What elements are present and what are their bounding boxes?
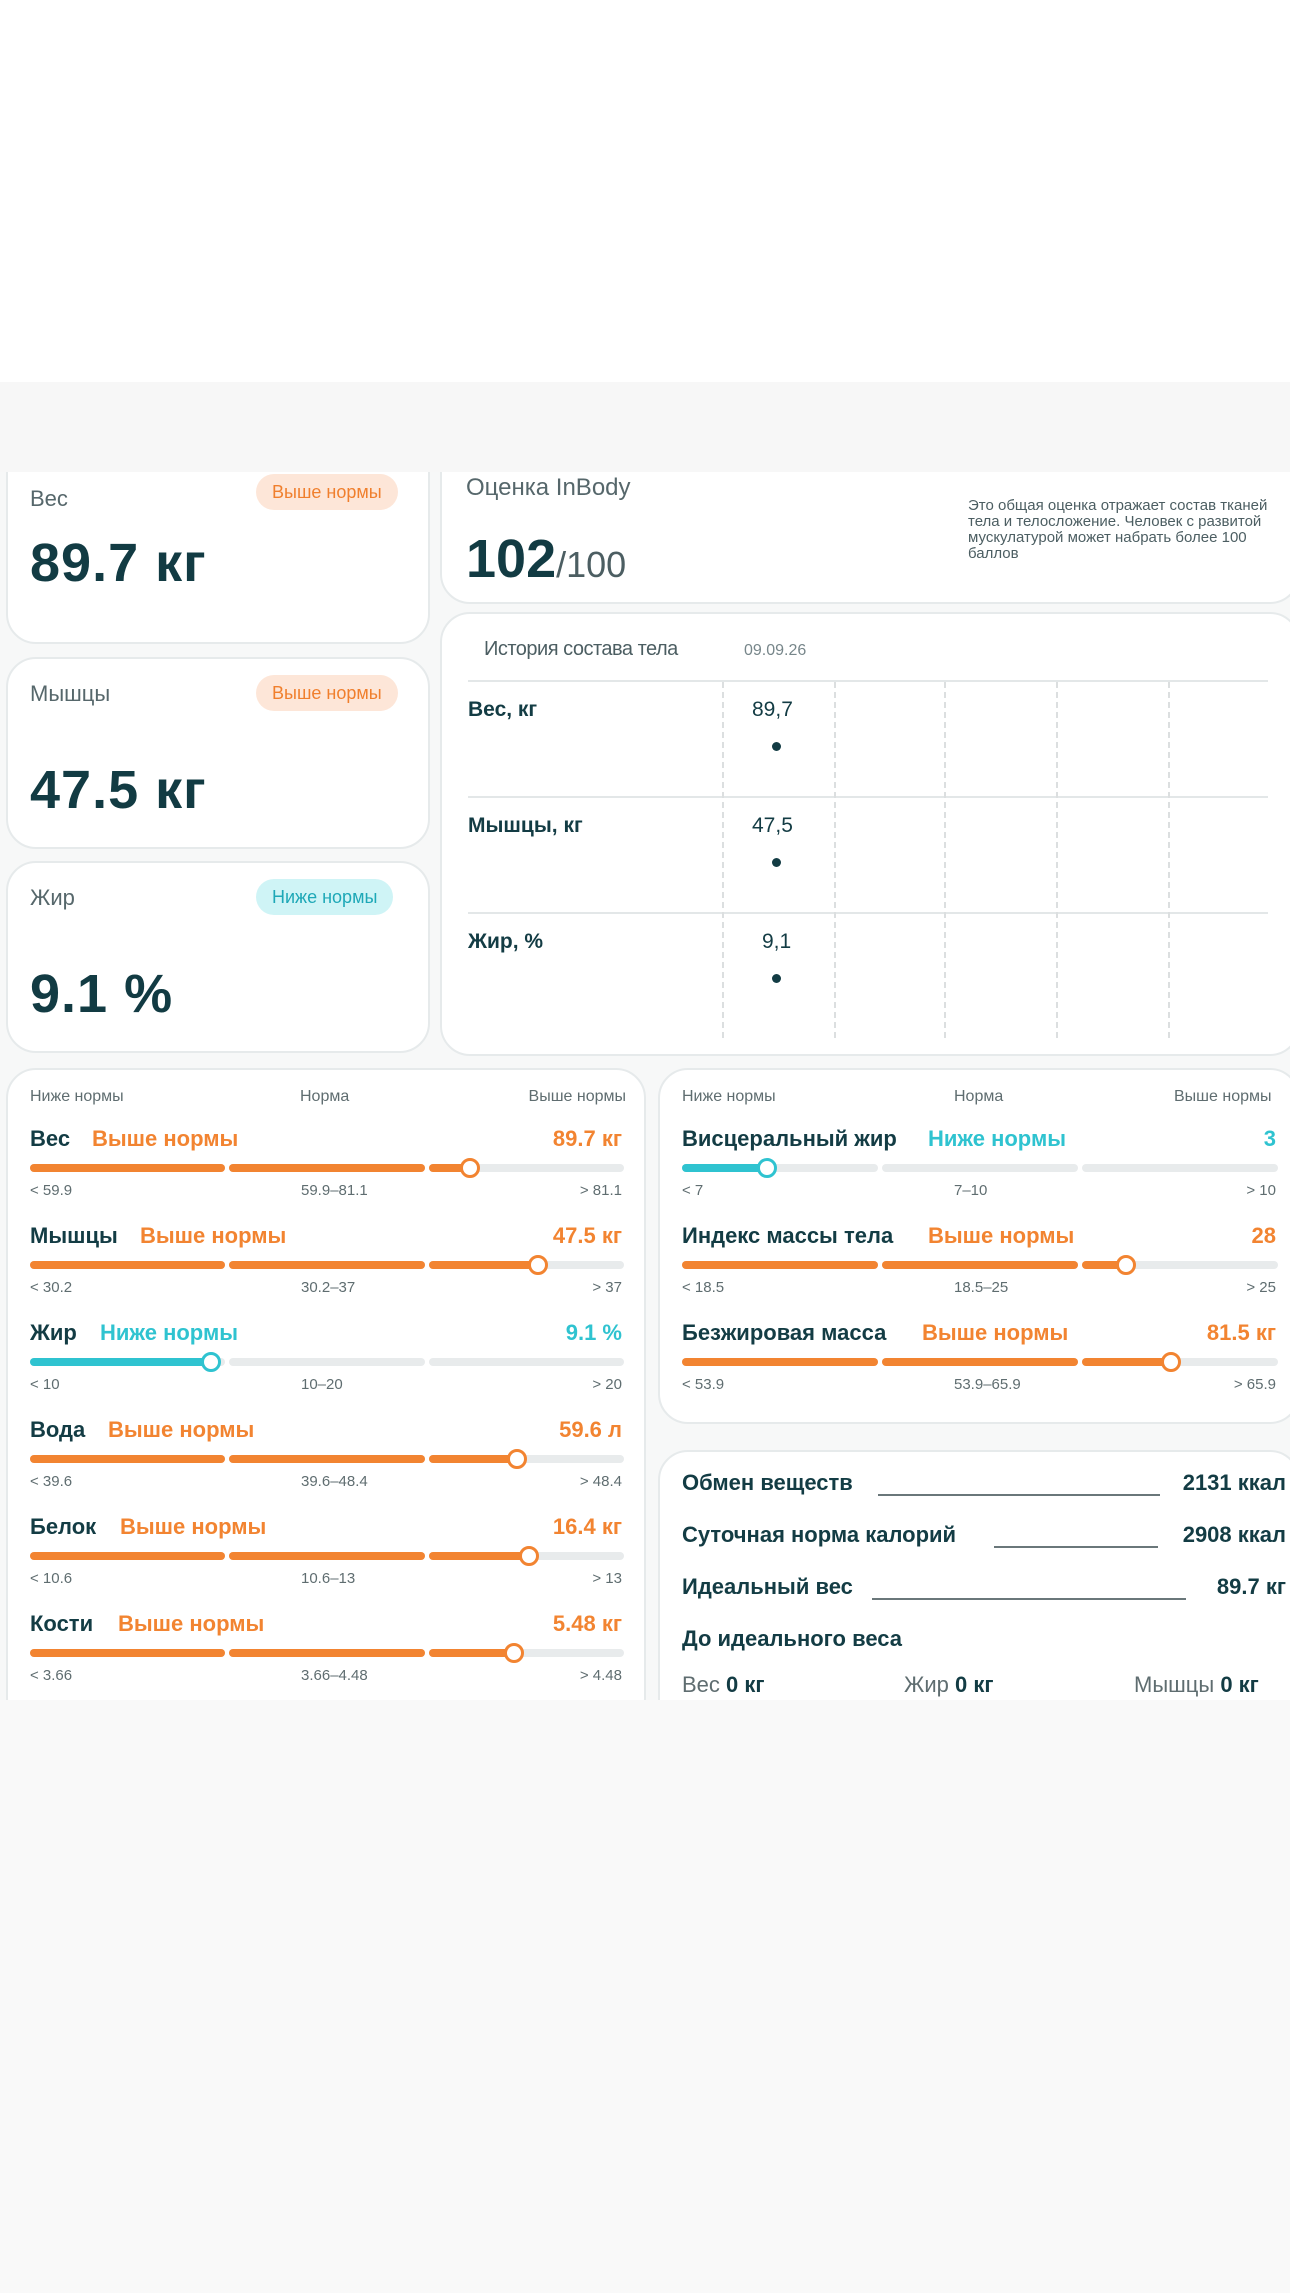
history-column-line [944,682,946,1038]
muscle-card [6,657,430,849]
to-ideal-muscle [1134,1672,1259,1698]
range-bar-fill [229,1261,424,1269]
range-tick-normal: 10.6–13 [301,1570,356,1587]
fat-value: 9.1 % [30,964,174,1024]
ideal-weight-label: Идеальный вес [682,1574,853,1599]
to-ideal-weight [682,1672,765,1698]
range-row-name: Мышцы [30,1223,118,1248]
range-slider-knob[interactable] [504,1643,524,1663]
range-row-status: Выше нормы [140,1223,287,1248]
range-row-value: 9.1 % [565,1320,622,1345]
range-slider-knob[interactable] [519,1546,539,1566]
range-tick-normal: 30.2–37 [301,1279,356,1296]
range-header-high: Выше нормы [1174,1088,1272,1105]
range-row-value: 81.5 кг [1206,1320,1276,1345]
range-bar-fill [229,1649,424,1657]
range-tick-high: > 13 [592,1570,622,1587]
score-max: /100 [556,544,627,585]
bottom-blank-area [0,1700,1290,2293]
to-ideal-weight-value: 0 кг [726,1672,765,1697]
to-ideal-title: До идеального веса [682,1626,903,1651]
weight-label: Вес [30,486,68,511]
inbody-score-card [440,472,1290,604]
range-row-status: Выше нормы [922,1320,1069,1345]
range-row-status: Ниже нормы [928,1126,1067,1151]
range-bar-fill [1082,1358,1171,1366]
range-tick-low: < 10 [30,1376,60,1393]
range-row-status: Выше нормы [92,1126,239,1151]
history-row-label: Вес, кг [468,698,538,721]
weight-card [6,472,430,644]
range-tick-normal: 3.66–4.48 [301,1667,368,1684]
ideal-weight-leader-line [872,1598,1186,1600]
range-tick-high: > 37 [592,1279,622,1296]
history-row-value: 89,7 [752,698,793,721]
range-tick-high: > 25 [1246,1279,1276,1296]
range-bar-fill [429,1552,529,1560]
to-ideal-fat-label: Жир [904,1672,949,1697]
weight-value: 89.7 кг [30,533,207,593]
history-row-label: Жир, % [468,930,544,953]
range-tick-normal: 10–20 [301,1376,343,1393]
to-ideal-fat [904,1672,994,1698]
score-value [466,528,626,590]
history-title: История состава тела [484,638,678,660]
history-divider [468,796,1268,798]
history-column-line [1056,682,1058,1038]
range-slider-knob[interactable] [507,1449,527,1469]
history-column-line [722,682,724,1038]
range-tick-low: < 53.9 [682,1376,725,1393]
range-header-low: Ниже нормы [30,1088,124,1105]
range-tick-low: < 59.9 [30,1182,73,1199]
inbody-screenshot [0,472,1290,1700]
range-tick-high: > 10 [1246,1182,1276,1199]
history-date: 09.09.26 [744,642,807,659]
body-index-ranges-card [658,1068,1290,1424]
range-row-value: 59.6 л [559,1417,622,1442]
range-tick-high: > 65.9 [1233,1376,1276,1393]
range-bar-fill [882,1261,1078,1269]
metabolism-leader-line [878,1494,1160,1496]
body-composition-ranges-card [6,1068,646,1700]
range-bar-fill [30,1261,225,1269]
score-number: 102 [466,529,557,589]
muscle-value: 47.5 кг [30,760,207,820]
top-blank-area [0,0,1290,382]
history-row-label: Мышцы, кг [468,814,583,837]
fat-card [6,861,430,1053]
range-tick-high: > 4.48 [579,1667,622,1684]
range-tick-low: < 10.6 [30,1570,73,1587]
range-tick-low: < 30.2 [30,1279,73,1296]
history-point[interactable] [772,974,781,983]
range-row-value: 16.4 кг [552,1514,622,1539]
range-slider-knob[interactable] [528,1255,548,1275]
to-ideal-muscle-value: 0 кг [1220,1672,1259,1697]
range-row-name: Висцеральный жир [682,1126,897,1151]
range-tick-high: > 48.4 [579,1473,622,1490]
range-row-status: Выше нормы [120,1514,267,1539]
range-bar-fill [229,1455,424,1463]
metabolism-value: 2131 ккал [1182,1470,1286,1495]
range-bar-fill [30,1552,225,1560]
history-column-line [1168,682,1170,1038]
range-header-high: Выше нормы [528,1088,626,1105]
range-slider-knob[interactable] [460,1158,480,1178]
range-bar-segment [1082,1164,1278,1172]
history-point[interactable] [772,858,781,867]
range-row-value: 5.48 кг [552,1611,622,1636]
top-gray-strip [0,382,1290,472]
range-tick-normal: 7–10 [954,1182,988,1199]
range-row-name: Вода [30,1417,86,1442]
daily-calories-leader-line [994,1546,1158,1548]
range-bar-segment [429,1358,624,1366]
range-row-name: Индекс массы тела [682,1223,894,1248]
range-bar-fill [30,1358,211,1366]
range-row-value: 3 [1263,1126,1276,1151]
range-slider-knob[interactable] [757,1158,777,1178]
range-row-name: Кости [30,1611,94,1636]
range-bar-fill [229,1164,424,1172]
range-slider-knob[interactable] [1116,1255,1136,1275]
range-bar-fill [30,1455,225,1463]
range-slider-knob[interactable] [1161,1352,1181,1372]
range-bar-fill [682,1261,878,1269]
history-row-value: 47,5 [752,814,793,837]
range-header-low: Ниже нормы [682,1088,776,1105]
range-tick-normal: 39.6–48.4 [301,1473,368,1490]
range-header-normal: Норма [954,1088,1004,1105]
range-row-name: Жир [30,1320,77,1345]
range-tick-low: < 3.66 [30,1667,73,1684]
range-row-name: Безжировая масса [682,1320,887,1345]
range-row-status: Выше нормы [118,1611,265,1636]
range-row-status: Выше нормы [108,1417,255,1442]
fat-status-badge: Ниже нормы [256,879,393,915]
range-tick-high: > 81.1 [579,1182,622,1199]
history-card [440,612,1290,1056]
range-row-status: Выше нормы [928,1223,1075,1248]
range-row-name: Белок [30,1514,97,1539]
range-tick-high: > 20 [592,1376,622,1393]
range-row-value: 28 [1251,1223,1276,1248]
range-row-value: 89.7 кг [552,1126,622,1151]
range-tick-normal: 59.9–81.1 [301,1182,368,1199]
range-header-normal: Норма [300,1088,350,1105]
history-column-line [834,682,836,1038]
range-bar-fill [429,1261,538,1269]
range-bar-fill [429,1455,517,1463]
range-tick-low: < 18.5 [682,1279,725,1296]
fat-label: Жир [30,885,75,910]
ideal-weight-value: 89.7 кг [1216,1574,1286,1599]
history-divider [468,680,1268,682]
range-row-status: Ниже нормы [100,1320,239,1345]
range-bar-fill [682,1358,878,1366]
range-tick-normal: 18.5–25 [954,1279,1009,1296]
history-point[interactable] [772,742,781,751]
range-bar-segment [229,1358,424,1366]
muscle-status-badge: Выше нормы [256,675,398,711]
to-ideal-muscle-label: Мышцы [1134,1672,1215,1697]
muscle-label: Мышцы [30,681,111,706]
metabolism-card [658,1450,1290,1700]
range-bar-segment [882,1164,1078,1172]
daily-calories-value: 2908 ккал [1182,1522,1286,1547]
range-bar-fill [682,1164,767,1172]
range-bar-fill [882,1358,1078,1366]
to-ideal-weight-label: Вес [682,1672,720,1697]
range-bar-fill [30,1649,225,1657]
history-divider [468,912,1268,914]
history-row-value: 9,1 [762,930,792,953]
range-row-value: 47.5 кг [552,1223,622,1248]
range-tick-low: < 39.6 [30,1473,73,1490]
score-description: Это общая оценка отражает состав тканей тела и телосложение. Человек с развитой мускулатурой может набрать более 100 баллов [968,497,1268,562]
range-bar-fill [30,1164,225,1172]
range-bar-fill [429,1649,514,1657]
range-slider-knob[interactable] [201,1352,221,1372]
range-row-name: Вес [30,1126,71,1151]
metabolism-label: Обмен веществ [682,1470,853,1495]
to-ideal-fat-value: 0 кг [954,1672,994,1697]
daily-calories-label: Суточная норма калорий [682,1522,957,1547]
range-bar-fill [229,1552,424,1560]
range-tick-low: < 7 [682,1182,704,1199]
weight-status-badge: Выше нормы [256,474,398,510]
range-tick-normal: 53.9–65.9 [954,1376,1021,1393]
score-title: Оценка InBody [466,474,631,501]
